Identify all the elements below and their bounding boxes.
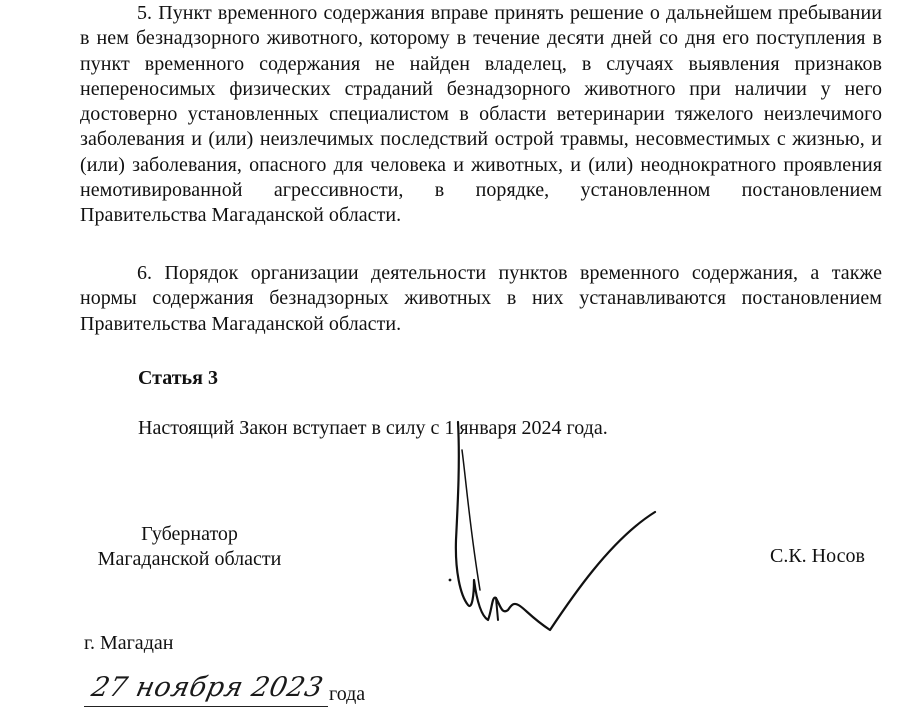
governor-name: С.К. Носов — [770, 545, 865, 567]
article-text: Настоящий Закон вступает в силу с 1 января 2024 года. — [138, 417, 608, 439]
date-suffix: года — [329, 683, 366, 705]
handwritten-signature-icon — [440, 420, 670, 640]
governor-title-line2: Магаданской области — [97, 548, 282, 570]
law-item-6: 6. Порядок организации деятельности пунктов временного содержания, а также нормы содержания безнадзорных животных в них устанавливаются постановлением Правительства Магаданской области. — [80, 262, 882, 335]
law-item-5: 5. Пункт временного содержания вправе принять решение о дальнейшем пребывании в нем безнадзорного животного, которому в течение десяти дней со дня его поступления в пункт временного содержания не найден владелец, в случаях выявления признаков непереносимых физических страданий безнадзорного животного при наличии у него достоверно установленных специалистом в области ветеринарии тяжелого неизлечимого заболевания и (или) неизлечимых последствий острой травмы, несовместимых с жизнью, и (или) заболевания, опасного для человека и животных, и (или) неоднократного проявления немотивированной агрессивности, в порядке, установленном постановлением Правительства Магаданской области. — [80, 2, 882, 227]
governor-title — [82, 522, 297, 572]
handwritten-date: 27 ноября 2023 — [88, 672, 327, 703]
article-heading: Статья 3 — [138, 367, 218, 389]
city-label: г. Магадан — [84, 632, 174, 654]
governor-title-line1: Губернатор — [141, 523, 238, 545]
date-underline — [84, 706, 328, 707]
